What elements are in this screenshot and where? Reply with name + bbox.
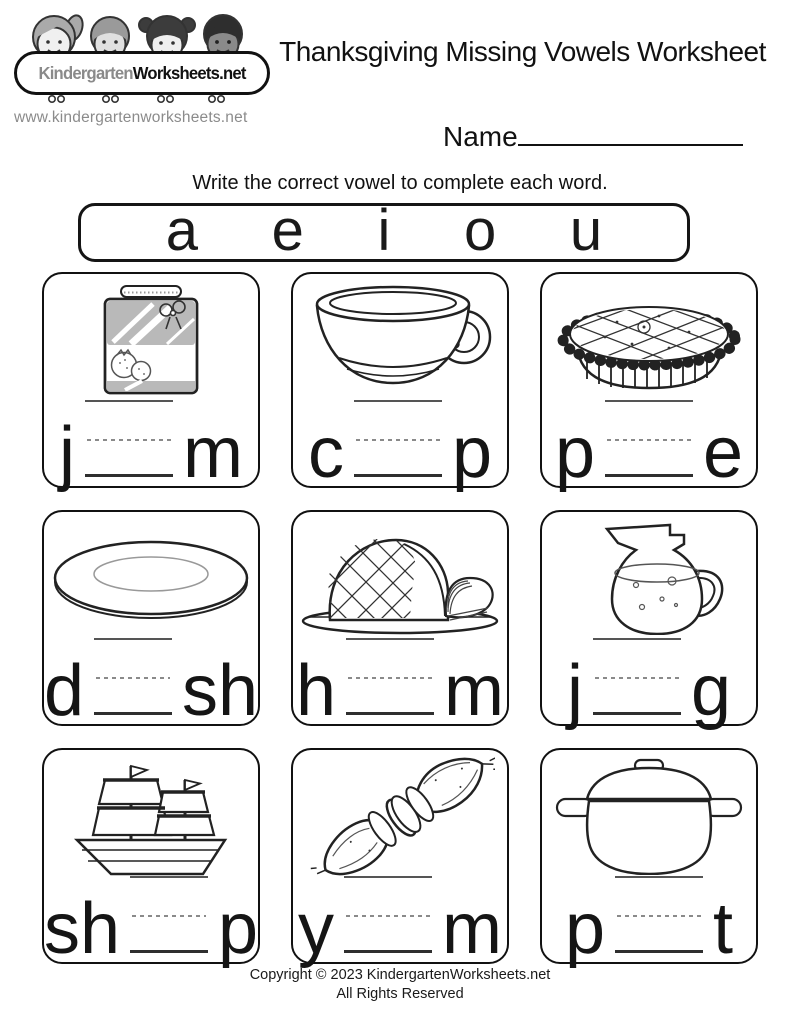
word-card: [42, 272, 260, 493]
word-suffix: sh: [181, 651, 258, 731]
card-art: [293, 282, 507, 398]
word-suffix: p: [451, 413, 493, 493]
vowel-bank: [78, 197, 690, 263]
word-prefix: h: [295, 651, 337, 731]
logo-text-worksheets: Worksheets.net: [132, 63, 246, 83]
card-word: [44, 876, 258, 969]
card-word: [542, 876, 756, 969]
jug-image: [574, 521, 724, 635]
cup-image: [305, 282, 495, 398]
vowel-letter: o: [464, 197, 497, 263]
card-art: [44, 282, 258, 398]
ship-image: [51, 756, 251, 876]
word-suffix: p: [217, 889, 258, 969]
word-card: [291, 272, 509, 493]
logo-banner-text: [38, 63, 245, 84]
word-card: [42, 748, 260, 969]
card-art: [293, 520, 507, 636]
instruction-text: Write the correct vowel to complete each word.: [192, 172, 608, 194]
vowel-blank[interactable]: [354, 400, 442, 477]
vowel-blank[interactable]: [94, 638, 172, 715]
logo: [14, 8, 270, 127]
card-word: [542, 400, 756, 493]
word-card: [540, 272, 758, 493]
dish-image: [49, 526, 254, 630]
word-card: [540, 748, 758, 969]
yam-image: [305, 756, 495, 876]
logo-url: www.kindergartenworksheets.net: [14, 109, 248, 126]
card-word: [293, 876, 507, 969]
card-art: [44, 520, 258, 636]
vowel-blank[interactable]: [615, 876, 703, 953]
word-prefix: p: [554, 413, 595, 493]
vowel-letter: i: [377, 197, 391, 263]
word-suffix: m: [444, 651, 505, 731]
word-suffix: m: [442, 889, 502, 969]
logo-text-kindergarten: Kindergarten: [38, 63, 133, 83]
vowel-blank[interactable]: [346, 638, 434, 715]
word-prefix: d: [44, 651, 85, 731]
word-suffix: e: [703, 413, 744, 493]
pie-image: [547, 282, 752, 398]
logo-banner: [14, 51, 270, 95]
card-grid: [42, 272, 758, 969]
word-suffix: t: [713, 889, 734, 969]
name-label: Name: [443, 121, 518, 152]
card-word: [542, 638, 756, 731]
card-word: [293, 400, 507, 493]
pot-image: [549, 757, 749, 875]
name-input-line[interactable]: [518, 116, 743, 146]
vowel-letter: e: [271, 197, 304, 263]
vowel-blank[interactable]: [130, 876, 208, 953]
word-card: [291, 748, 509, 969]
word-prefix: p: [564, 889, 606, 969]
vowel-blank[interactable]: [593, 638, 681, 715]
card-word: [293, 638, 507, 731]
fingers-icon: [28, 94, 238, 106]
word-card: [291, 510, 509, 731]
vowel-letter: a: [165, 197, 199, 263]
word-prefix: j: [566, 651, 583, 731]
vowel-blank[interactable]: [605, 400, 693, 477]
ham-image: [298, 520, 503, 636]
copyright-text: Copyright © 2023 KindergartenWorksheets.net: [249, 967, 551, 983]
card-art: [293, 758, 507, 874]
name-row: [443, 116, 743, 153]
word-suffix: m: [183, 413, 243, 493]
card-art: [542, 282, 756, 398]
card-word: [44, 638, 258, 731]
page-title: Thanksgiving Missing Vowels Worksheet: [279, 36, 766, 67]
word-prefix: j: [59, 413, 75, 493]
word-card: [540, 510, 758, 731]
card-word: [44, 400, 258, 493]
card-art: [542, 758, 756, 874]
word-card: [42, 510, 260, 731]
vowel-blank[interactable]: [85, 400, 173, 477]
word-prefix: sh: [44, 889, 121, 969]
jam-image: [97, 284, 205, 396]
rights-text: All Rights Reserved: [336, 985, 464, 1002]
card-art: [542, 520, 756, 636]
word-suffix: g: [690, 651, 732, 731]
word-prefix: y: [298, 889, 334, 969]
vowel-letter: u: [569, 197, 603, 263]
card-art: [44, 758, 258, 874]
footer: [0, 966, 800, 1004]
word-prefix: c: [307, 413, 344, 493]
vowel-blank[interactable]: [344, 876, 432, 953]
